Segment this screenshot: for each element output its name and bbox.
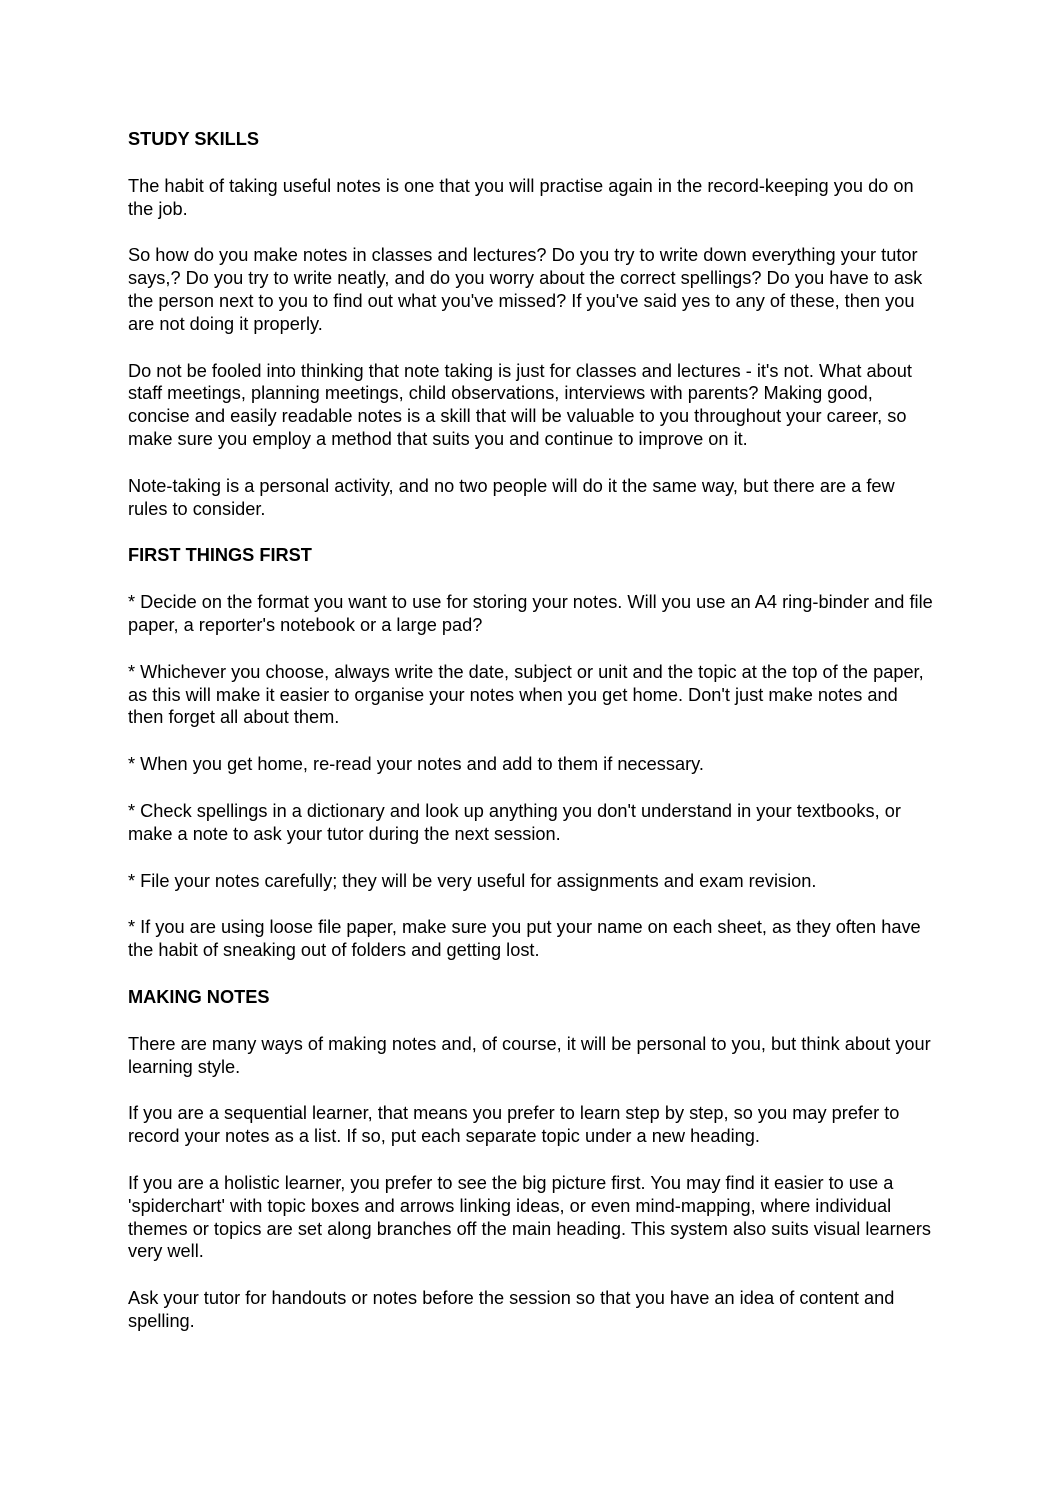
section-heading: FIRST THINGS FIRST (128, 545, 312, 566)
paragraph: Ask your tutor for handouts or notes before the session so that you have an idea of content and spelling. (128, 1288, 895, 1331)
bullet-item: * Whichever you choose, always write the date, subject or unit and the topic at the top of the paper, as this will make it easier to organise your notes when you get home. Don't just make notes and then forget all about them. (128, 661, 924, 728)
bullet-item: * When you get home, re-read your notes and add to them if necessary. (128, 754, 704, 775)
paragraph: There are many ways of making notes and, of course, it will be personal to you, but think about your learning style. (128, 1033, 931, 1077)
paragraph: Note-taking is a personal activity, and no two people will do it the same way, but there are a few rules to consider. (128, 475, 895, 519)
bullet-item: * Decide on the format you want to use for storing your notes. Will you use an A4 ring-binder and file paper, a reporter's notebook or a large pad? (128, 592, 933, 635)
paragraph: Do not be fooled into thinking that note taking is just for classes and lectures - it's not. What about staff meetings, planning meetings, child observations, interviews with parents? Making good, concise and easily readable notes is a skill that will be valuable to you throughout your career, so make sure you employ a method that suits you and continue to improve on it. (128, 360, 912, 449)
document-page (128, 128, 938, 1357)
section-heading: STUDY SKILLS (128, 129, 260, 149)
section-making-notes (128, 986, 938, 1333)
paragraph: So how do you make notes in classes and lectures? Do you try to write down everything your tutor says,? Do you try to write neatly, and do you worry about the correct spellings? Do you have to ask the person next to you to find out what you've missed? If you've said yes to any of these, then you are not doing it properly. (128, 245, 923, 334)
paragraph: If you are a holistic learner, you prefer to see the big picture first. You may find it easier to use a 'spiderchart' with topic boxes and arrows linking ideas, or even mind-mapping, where individual themes or topics are set along branches off the main heading. This system also suits visual learners very well. (128, 1172, 932, 1262)
section-first-things-first (128, 544, 938, 962)
paragraph: The habit of taking useful notes is one that you will practise again in the record-keeping you do on the job. (128, 175, 914, 219)
bullet-item: * Check spellings in a dictionary and look up anything you don't understand in your textbooks, or make a note to ask your tutor during the next session. (128, 800, 901, 844)
bullet-item: * File your notes carefully; they will be very useful for assignments and exam revision. (128, 870, 817, 891)
section-heading: MAKING NOTES (128, 986, 270, 1007)
paragraph: If you are a sequential learner, that means you prefer to learn step by step, so you may prefer to record your notes as a list. If so, put each separate topic under a new heading. (128, 1103, 900, 1147)
bullet-item: * If you are using loose file paper, make sure you put your name on each sheet, as they often have the habit of sneaking out of folders and getting lost. (128, 917, 921, 961)
section-study-skills (128, 128, 938, 520)
